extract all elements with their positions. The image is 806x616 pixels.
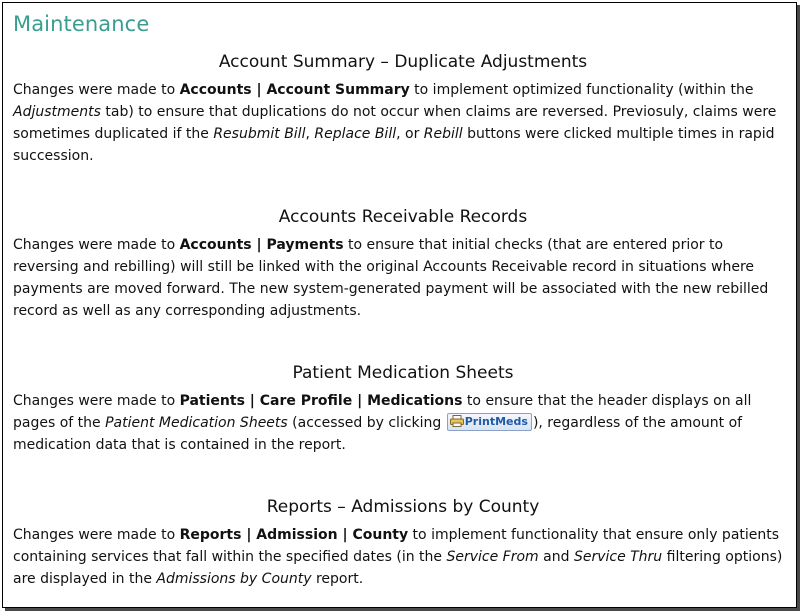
text: tab) to ensure that duplications do not occur when claims are reversed. Previosuly, claims were sometimes duplicated if the bbox=[13, 104, 777, 142]
text: Changes were made to bbox=[13, 237, 180, 253]
section-account-summary bbox=[13, 52, 793, 167]
text: to implement optimized functionality (within the bbox=[409, 82, 754, 98]
filter-reference: Service From bbox=[446, 549, 539, 565]
text: and bbox=[538, 549, 574, 565]
text: Changes were made to bbox=[13, 393, 180, 409]
text: to ensure that initial checks (that are entered prior to reversing and rebilling) will still be linked with the original Accounts Receivable record in situations where payments are moved forward. The new system-generated payment will be associated with the new rebilled record as well as any corresponding adjustments. bbox=[13, 237, 769, 319]
filter-reference: Service Thru bbox=[573, 549, 663, 565]
document-frame bbox=[2, 2, 797, 608]
text: ), regardless of the amount of medication data that is contained in the report. bbox=[13, 415, 743, 453]
section-paragraph bbox=[13, 524, 793, 590]
button-reference: Rebill bbox=[423, 126, 463, 142]
text: , bbox=[305, 126, 315, 142]
text: report. bbox=[311, 571, 364, 587]
section-heading: Accounts Receivable Records bbox=[278, 207, 528, 227]
section-heading: Patient Medication Sheets bbox=[292, 363, 514, 383]
section-heading: Account Summary – Duplicate Adjustments bbox=[218, 52, 588, 72]
tab-reference: Adjustments bbox=[13, 104, 101, 120]
text: to ensure that the header displays on all pages of the bbox=[13, 393, 752, 431]
menu-path: Accounts | Payments bbox=[179, 237, 344, 253]
menu-path: Patients | Care Profile | Medications bbox=[179, 393, 463, 409]
report-reference: Patient Medication Sheets bbox=[105, 415, 288, 431]
section-admissions-by-county bbox=[13, 497, 793, 590]
section-paragraph bbox=[13, 234, 793, 322]
print-meds-button[interactable] bbox=[447, 413, 532, 431]
text: to implement functionality that ensure only patients containing services that fall within the specified dates (in the bbox=[13, 527, 780, 565]
print-meds-label: PrintMeds bbox=[464, 415, 528, 428]
report-reference: Admissions by County bbox=[156, 571, 312, 587]
section-heading: Reports – Admissions by County bbox=[266, 497, 540, 517]
page-title: Maintenance bbox=[13, 12, 150, 36]
text: (accessed by clicking bbox=[287, 415, 446, 431]
printer-icon bbox=[450, 415, 464, 427]
text: Changes were made to bbox=[13, 527, 180, 543]
section-patient-medication-sheets bbox=[13, 363, 793, 456]
text: Changes were made to bbox=[13, 82, 180, 98]
section-paragraph bbox=[13, 390, 793, 456]
text: buttons were clicked multiple times in rapid succession. bbox=[13, 126, 775, 164]
section-accounts-receivable bbox=[13, 207, 793, 322]
button-reference: Resubmit Bill bbox=[213, 126, 306, 142]
section-paragraph bbox=[13, 79, 793, 167]
text: , or bbox=[396, 126, 424, 142]
menu-path: Reports | Admission | County bbox=[179, 527, 409, 543]
text: filtering options) are displayed in the bbox=[13, 549, 783, 587]
menu-path: Accounts | Account Summary bbox=[179, 82, 410, 98]
button-reference: Replace Bill bbox=[314, 126, 397, 142]
